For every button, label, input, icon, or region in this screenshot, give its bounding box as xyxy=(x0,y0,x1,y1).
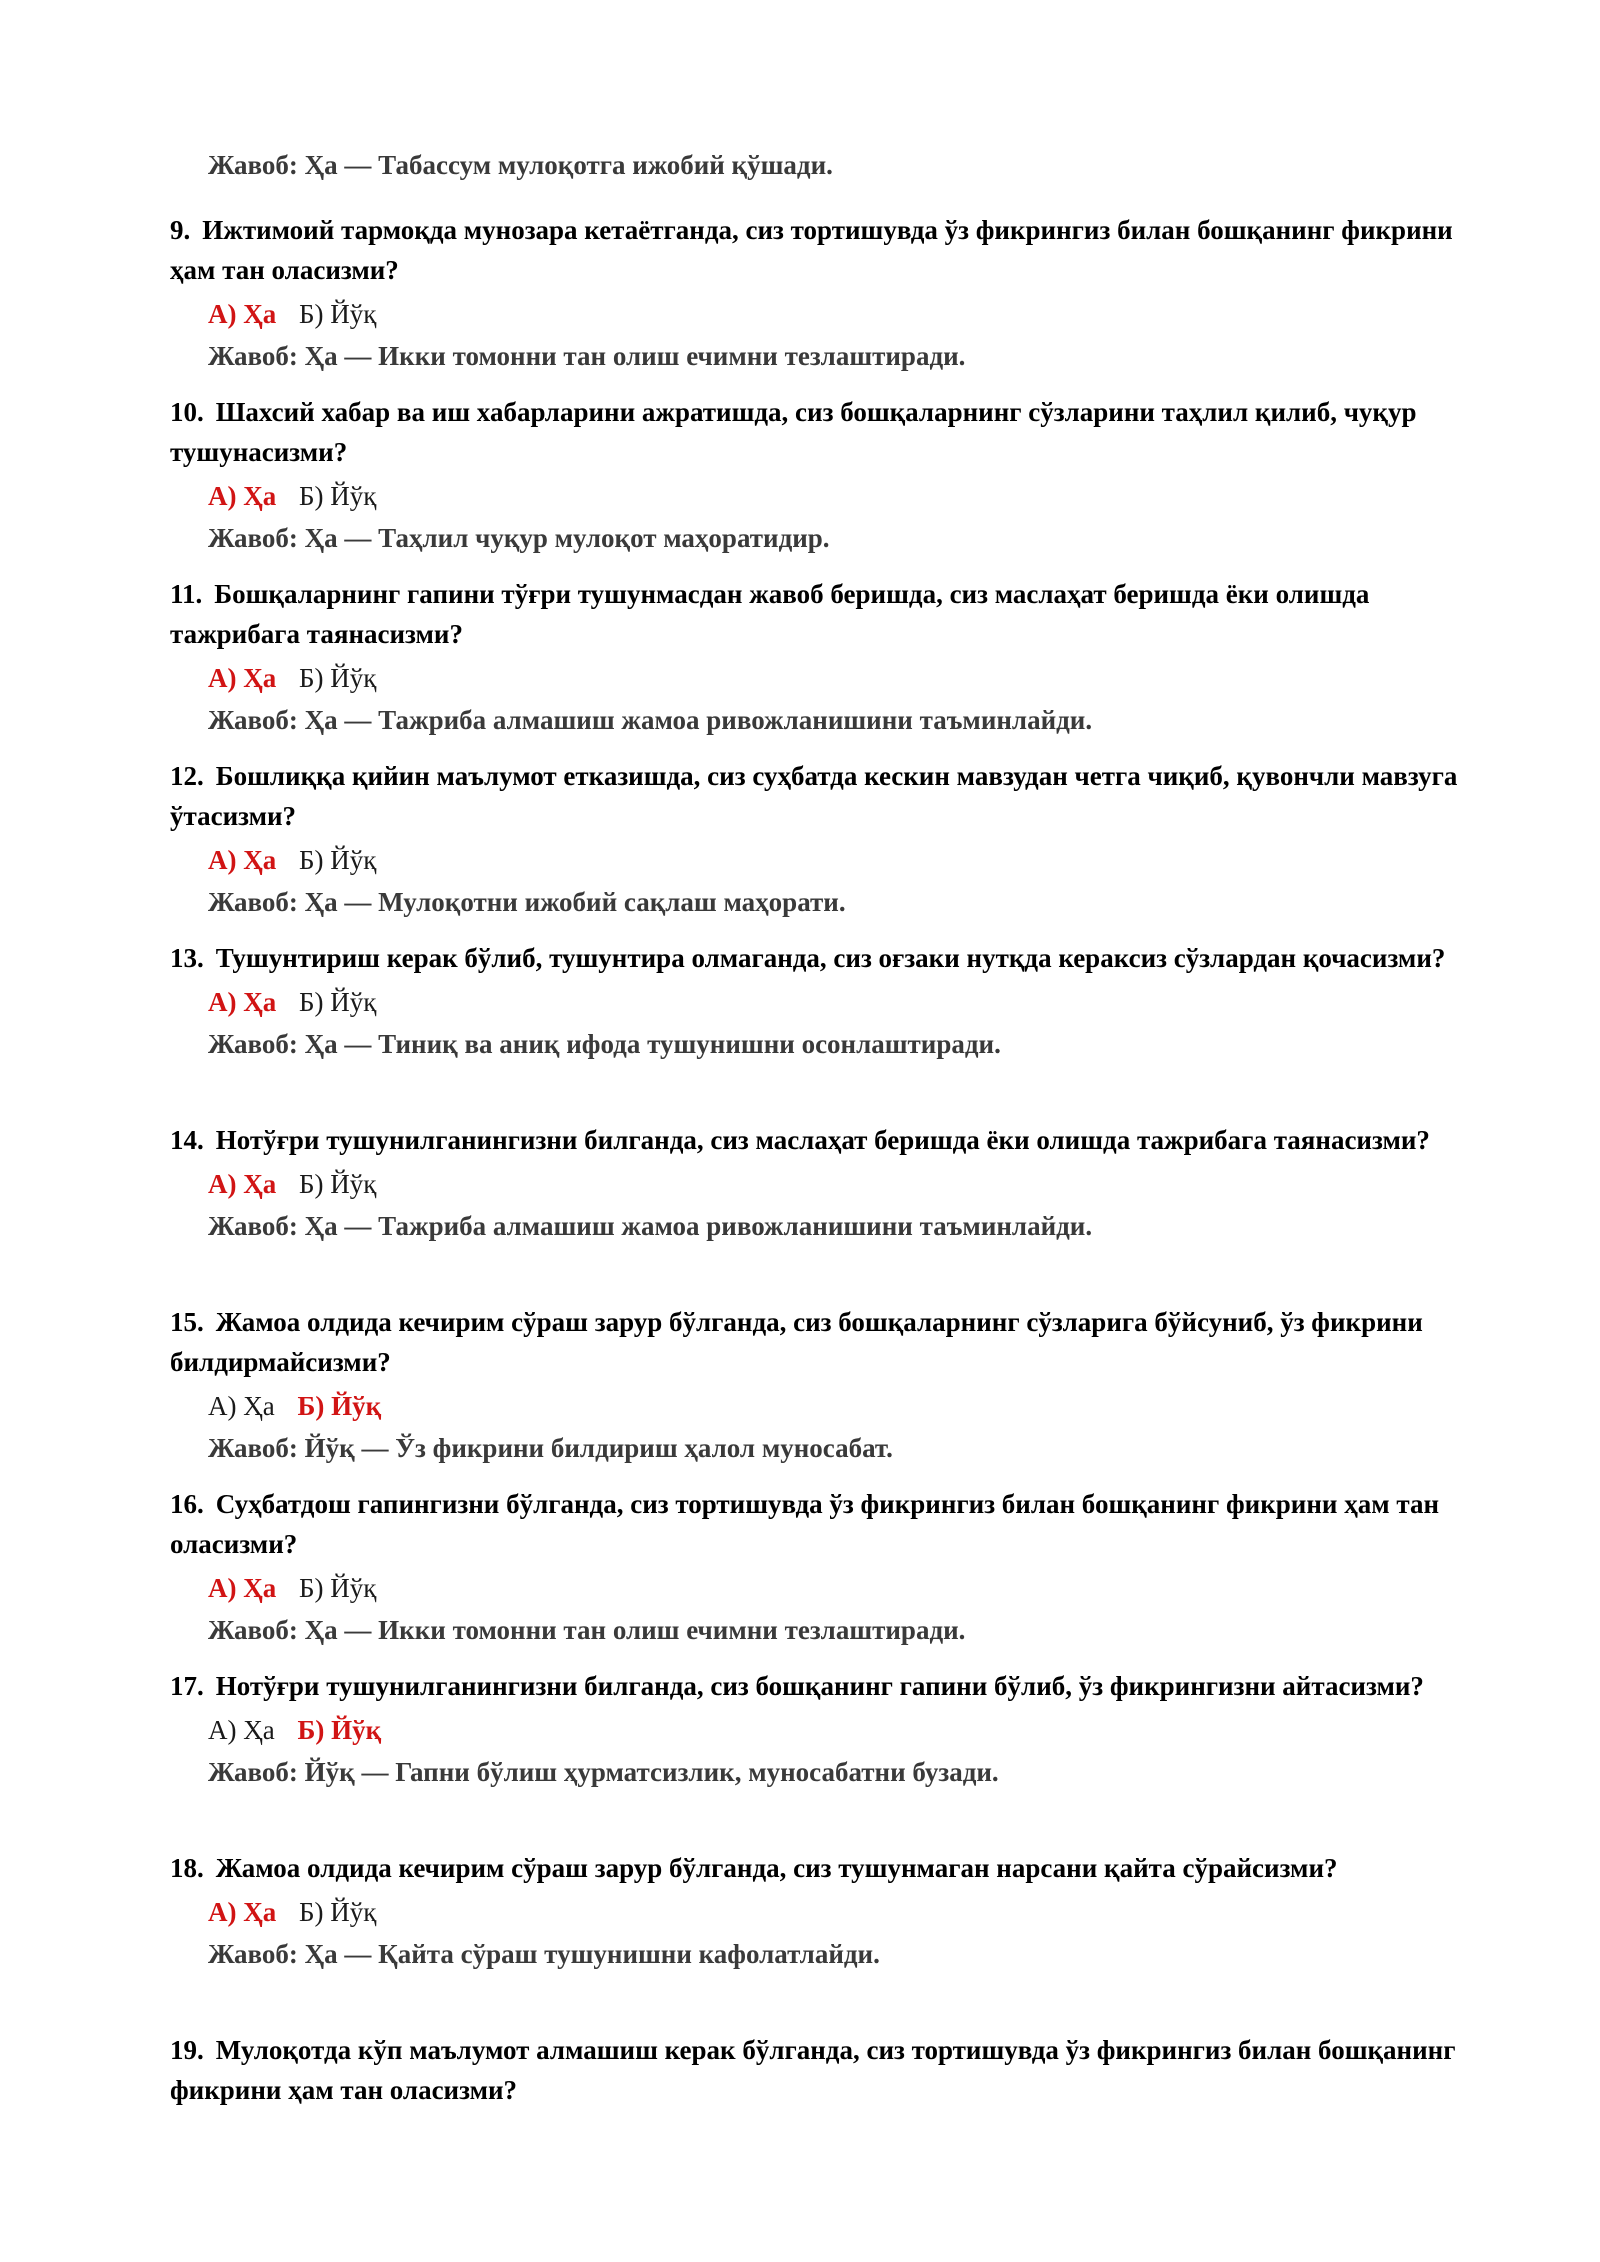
option-a[interactable]: А) Ҳа xyxy=(208,987,277,1017)
options xyxy=(208,1710,1460,1750)
question-text xyxy=(170,210,1460,290)
options xyxy=(208,1164,1460,1204)
answer-line: Жавоб: Йўқ — Ўз фикрини билдириш ҳалол муносабат. xyxy=(208,1433,893,1463)
question-body: Суҳбатдош гапингизни бўлганда, сиз тортишувда ўз фикрингиз билан бошқанинг фикрини ҳам тан оласизми? xyxy=(170,1489,1440,1559)
options xyxy=(208,294,1460,334)
question-number: 15. xyxy=(170,1307,204,1337)
question-body: Жамоа олдида кечирим сўраш зарур бўлганда, сиз тушунмаган нарсани қайта сўрайсизми? xyxy=(215,1853,1338,1883)
option-a[interactable]: А) Ҳа xyxy=(208,1573,277,1603)
question-list xyxy=(170,210,1460,2212)
question-text xyxy=(170,756,1460,836)
question-body: Ижтимоий тармоқда мунозара кетаётганда, сиз тортишувда ўз фикрингиз билан бошқанинг фикрини ҳам тан оласизми? xyxy=(170,215,1453,285)
question-item-18 xyxy=(170,1848,1460,2030)
option-a[interactable]: А) Ҳа xyxy=(208,845,277,875)
question-text xyxy=(170,1848,1460,1888)
question-body: Нотўғри тушунилганингизни билганда, сиз бошқанинг гапини бўлиб, ўз фикрингизни айтасизми? xyxy=(215,1671,1424,1701)
question-item-9 xyxy=(170,210,1460,392)
question-number: 13. xyxy=(170,943,204,973)
question-item-17 xyxy=(170,1666,1460,1848)
options xyxy=(208,1568,1460,1608)
answer-line: Жавоб: Ҳа — Тиниқ ва аниқ ифода тушунишни осонлаштиради. xyxy=(208,1029,1001,1059)
question-item-12 xyxy=(170,756,1460,938)
option-b[interactable]: Б) Йўқ xyxy=(297,1391,382,1421)
question-item-14 xyxy=(170,1120,1460,1302)
question-item-11 xyxy=(170,574,1460,756)
options xyxy=(208,476,1460,516)
option-b[interactable]: Б) Йўқ xyxy=(299,299,377,329)
option-b[interactable]: Б) Йўқ xyxy=(299,1573,377,1603)
answer-line: Жавоб: Ҳа — Тажриба алмашиш жамоа ривожланишини таъминлайди. xyxy=(208,705,1093,735)
question-text xyxy=(170,938,1460,978)
question-number: 10. xyxy=(170,397,204,427)
options xyxy=(208,1386,1460,1426)
question-text xyxy=(170,1666,1460,1706)
option-b[interactable]: Б) Йўқ xyxy=(299,1897,377,1927)
question-body: Бошқаларнинг гапини тўғри тушунмасдан жавоб беришда, сиз маслаҳат беришда ёки олишда тажрибага таянасизми? xyxy=(170,579,1370,649)
options xyxy=(208,1892,1460,1932)
question-number: 18. xyxy=(170,1853,204,1883)
option-b[interactable]: Б) Йўқ xyxy=(297,1715,382,1745)
question-item-15 xyxy=(170,1302,1460,1484)
question-number: 9. xyxy=(170,215,191,245)
question-text xyxy=(170,1484,1460,1564)
option-a[interactable]: А) Ҳа xyxy=(208,1715,275,1745)
answer-line: Жавоб: Ҳа — Икки томонни тан олиш ечимни тезлаштиради. xyxy=(208,1615,966,1645)
question-text xyxy=(170,2030,1460,2110)
option-b[interactable]: Б) Йўқ xyxy=(299,987,377,1017)
options xyxy=(208,982,1460,1022)
question-number: 11. xyxy=(170,579,203,609)
question-number: 19. xyxy=(170,2035,204,2065)
option-a[interactable]: А) Ҳа xyxy=(208,481,277,511)
answer-line: Жавоб: Ҳа — Мулоқотни ижобий сақлаш маҳорати. xyxy=(208,887,846,917)
question-number: 17. xyxy=(170,1671,204,1701)
option-b[interactable]: Б) Йўқ xyxy=(299,845,377,875)
question-body: Жамоа олдида кечирим сўраш зарур бўлганда, сиз бошқаларнинг сўзларига бўйсуниб, ўз фикрини билдирмайсизми? xyxy=(170,1307,1423,1377)
question-item-10 xyxy=(170,392,1460,574)
option-a[interactable]: А) Ҳа xyxy=(208,1169,277,1199)
answer-line: Жавоб: Ҳа — Таҳлил чуқур мулоқот маҳоратидир. xyxy=(208,523,830,553)
question-body: Тушунтириш керак бўлиб, тушунтира олмаганда, сиз оғзаки нутқда кераксиз сўзлардан қочасизми? xyxy=(215,943,1446,973)
options xyxy=(208,840,1460,880)
question-number: 12. xyxy=(170,761,204,791)
question-body: Шахсий хабар ва иш хабарларини ажратишда, сиз бошқаларнинг сўзларини таҳлил қилиб, чуқур тушунасизми? xyxy=(170,397,1417,467)
answer-line: Жавоб: Ҳа — Икки томонни тан олиш ечимни тезлаштиради. xyxy=(208,341,966,371)
option-a[interactable]: А) Ҳа xyxy=(208,299,277,329)
option-a[interactable]: А) Ҳа xyxy=(208,663,277,693)
option-b[interactable]: Б) Йўқ xyxy=(299,663,377,693)
question-body: Мулоқотда кўп маълумот алмашиш керак бўлганда, сиз тортишувда ўз фикрингиз билан бошқанинг фикрини ҳам тан оласизми? xyxy=(170,2035,1456,2105)
question-text xyxy=(170,392,1460,472)
answer-line-8: Жавоб: Ҳа — Табассум мулоқотга ижобий қўшади. xyxy=(208,150,833,180)
question-number: 14. xyxy=(170,1125,204,1155)
question-item-16 xyxy=(170,1484,1460,1666)
question-body: Нотўғри тушунилганингизни билганда, сиз маслаҳат беришда ёки олишда тажрибага таянасизми? xyxy=(215,1125,1430,1155)
option-b[interactable]: Б) Йўқ xyxy=(299,1169,377,1199)
options xyxy=(208,658,1460,698)
question-item-13 xyxy=(170,938,1460,1120)
option-b[interactable]: Б) Йўқ xyxy=(299,481,377,511)
question-text xyxy=(170,1302,1460,1382)
answer-line: Жавоб: Йўқ — Гапни бўлиш ҳурматсизлик, муносабатни бузади. xyxy=(208,1757,999,1787)
question-item-19 xyxy=(170,2030,1460,2212)
question-text xyxy=(170,1120,1460,1160)
answer-line: Жавоб: Ҳа — Қайта сўраш тушунишни кафолатлайди. xyxy=(208,1939,880,1969)
option-a[interactable]: А) Ҳа xyxy=(208,1897,277,1927)
question-number: 16. xyxy=(170,1489,204,1519)
question-body: Бошлиққа қийин маълумот етказишда, сиз суҳбатда кескин мавзудан четга чиқиб, қувончли мавзуга ўтасизми? xyxy=(170,761,1458,831)
option-a[interactable]: А) Ҳа xyxy=(208,1391,275,1421)
question-text xyxy=(170,574,1460,654)
answer-line: Жавоб: Ҳа — Тажриба алмашиш жамоа ривожланишини таъминлайди. xyxy=(208,1211,1093,1241)
